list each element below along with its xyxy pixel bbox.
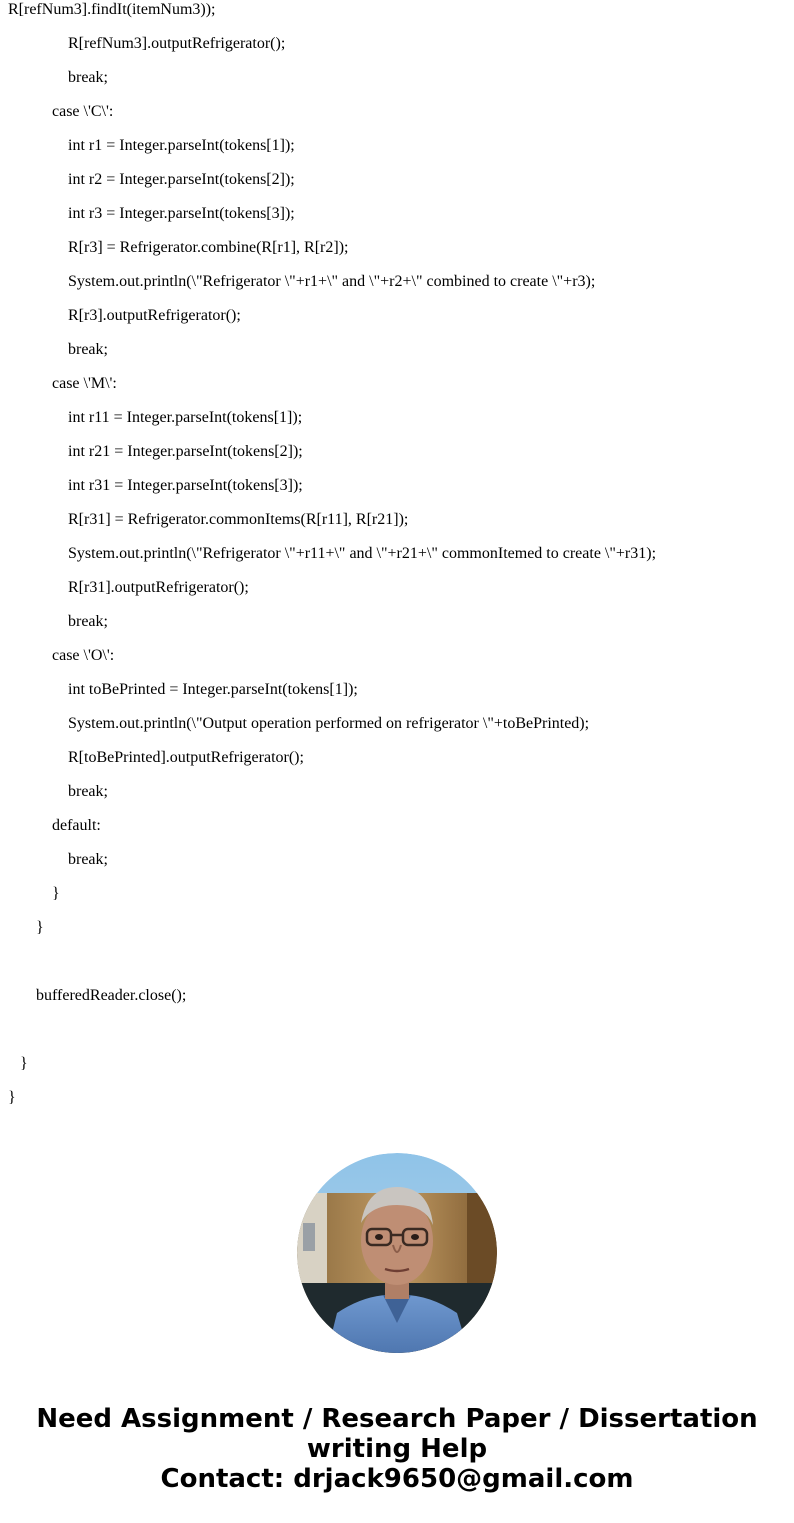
code-line: R[refNum3].findIt(itemNum3)); [8, 1, 216, 18]
code-line: case \'M\': [52, 375, 117, 392]
code-line: break; [68, 851, 108, 868]
code-line: } [52, 885, 60, 902]
promo-line-1: Need Assignment / Research Paper / Dissertation [36, 1404, 758, 1434]
code-line: break; [68, 341, 108, 358]
code-line: bufferedReader.close(); [36, 987, 187, 1004]
code-line: System.out.println(\"Refrigerator \"+r1+\" and \"+r2+\" combined to create \"+r3); [68, 273, 596, 290]
code-line: R[r31] = Refrigerator.commonItems(R[r11], R[r21]); [68, 511, 409, 528]
code-line: R[refNum3].outputRefrigerator(); [68, 35, 286, 52]
code-line: break; [68, 69, 108, 86]
code-line: int r1 = Integer.parseInt(tokens[1]); [68, 137, 295, 154]
code-line: case \'O\': [52, 647, 115, 664]
code-line: R[toBePrinted].outputRefrigerator(); [68, 749, 304, 766]
code-line: default: [52, 817, 101, 834]
code-line: int r3 = Integer.parseInt(tokens[3]); [68, 205, 295, 222]
code-line: System.out.println(\"Refrigerator \"+r11+\" and \"+r21+\" commonItemed to create \"+r31); [68, 545, 657, 562]
code-line: System.out.println(\"Output operation performed on refrigerator \"+toBePrinted); [68, 715, 590, 732]
code-line: break; [68, 613, 108, 630]
code-line: R[r3].outputRefrigerator(); [68, 307, 241, 324]
code-line: int toBePrinted = Integer.parseInt(tokens[1]); [68, 681, 358, 698]
author-photo [297, 1153, 497, 1353]
portrait-image [297, 1153, 497, 1353]
code-line: break; [68, 783, 108, 800]
code-line: int r31 = Integer.parseInt(tokens[3]); [68, 477, 303, 494]
promo-banner [0, 1404, 794, 1494]
code-line: int r11 = Integer.parseInt(tokens[1]); [68, 409, 303, 426]
code-line: } [8, 1089, 16, 1106]
promo-contact: Contact: drjack9650@gmail.com [160, 1464, 634, 1494]
code-line: int r21 = Integer.parseInt(tokens[2]); [68, 443, 303, 460]
code-line: } [20, 1055, 28, 1072]
code-line: R[r3] = Refrigerator.combine(R[r1], R[r2]); [68, 239, 349, 256]
code-line: } [36, 919, 44, 936]
code-line: R[r31].outputRefrigerator(); [68, 579, 249, 596]
code-line: int r2 = Integer.parseInt(tokens[2]); [68, 171, 295, 188]
promo-line-2: writing Help [306, 1434, 488, 1464]
code-line: case \'C\': [52, 103, 114, 120]
